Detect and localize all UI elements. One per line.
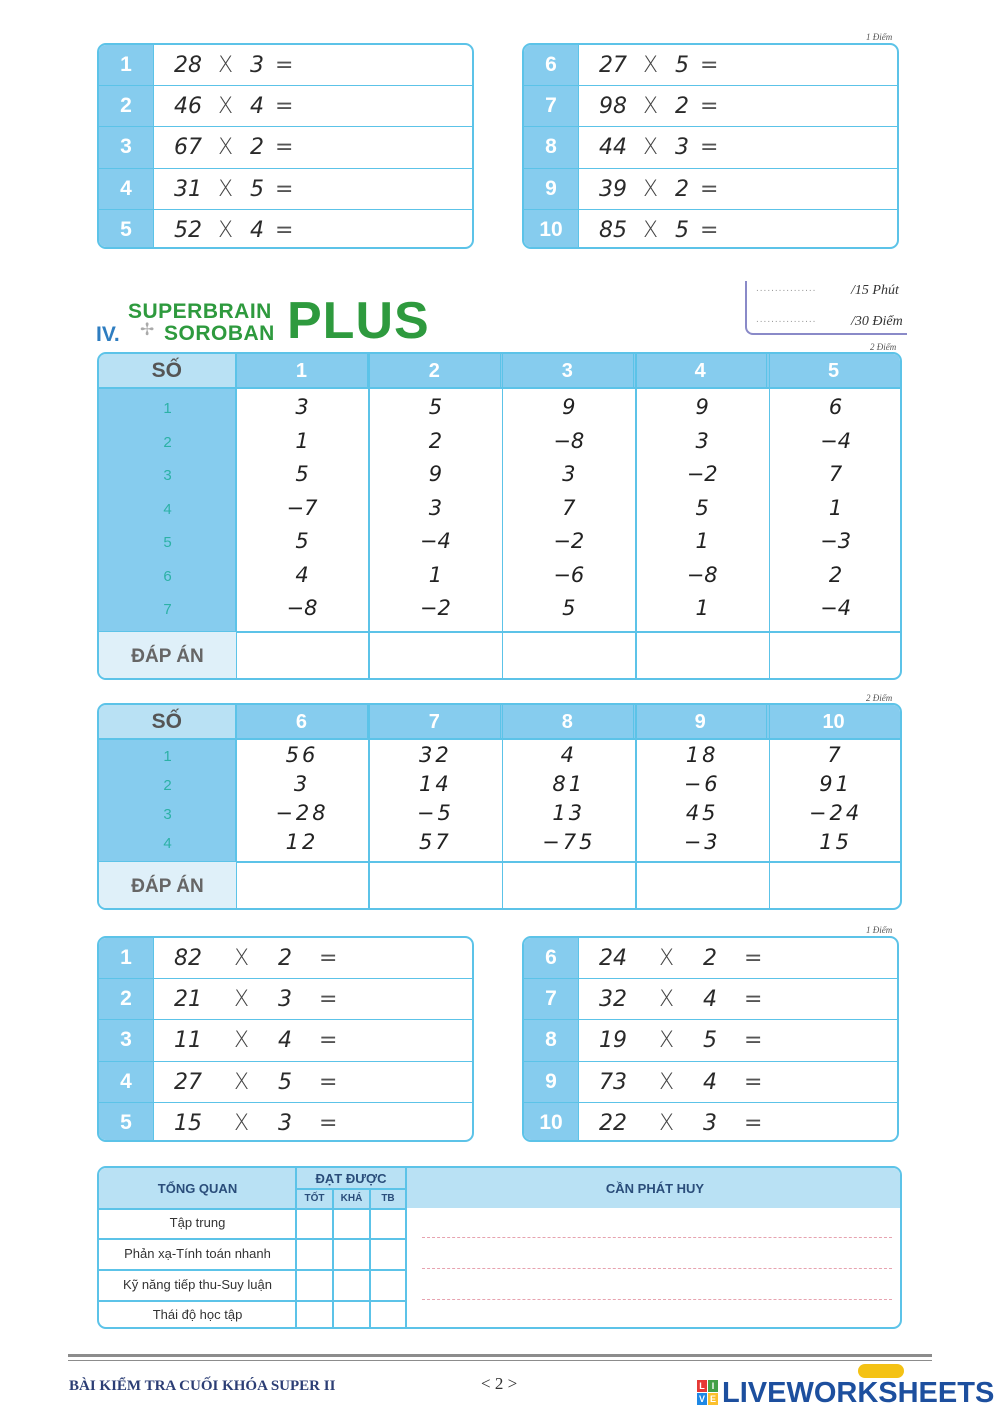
operand-b: 4 [250, 94, 264, 120]
points-note: 1 Điểm [866, 32, 893, 42]
problem-expression[interactable] [579, 210, 897, 249]
table-value: 3 [428, 495, 443, 520]
table-value: −2 [553, 529, 585, 553]
operand-a: 19 [599, 1028, 627, 1054]
operand-b: 4 [250, 217, 264, 243]
problem-number: 7 [524, 979, 579, 1019]
problem-expression[interactable] [579, 1103, 897, 1142]
table-value: 5 [295, 462, 309, 486]
operand-op: X [234, 946, 250, 971]
operand-eq: = [700, 94, 719, 120]
problem-number: 2 [99, 86, 154, 126]
answer-input-cell[interactable] [637, 863, 767, 910]
operand-a: 44 [599, 135, 627, 161]
problem-row [524, 45, 897, 86]
brand-plus: PLUS [287, 292, 430, 350]
problem-number: 1 [99, 938, 154, 978]
operand-eq: = [319, 1069, 338, 1095]
row-label: 1 [163, 748, 172, 765]
operand-op: X [643, 53, 659, 78]
table-value: 45 [685, 801, 719, 825]
operand-a: 31 [174, 176, 202, 202]
table-value: 18 [685, 743, 719, 767]
answer-input-cell[interactable] [637, 633, 767, 680]
plus-icon: ✢ [140, 320, 155, 339]
criterion-focus: Tập trung [169, 1215, 226, 1230]
logo-letter: I [708, 1380, 718, 1392]
problem-number: 8 [524, 127, 579, 167]
write-line [422, 1237, 892, 1238]
operand-op: X [218, 94, 234, 120]
operand-op: X [234, 1028, 250, 1054]
operand-eq: = [275, 53, 294, 78]
table-value: −28 [275, 801, 329, 825]
table-value: 3 [695, 428, 709, 453]
operand-eq: = [319, 987, 338, 1013]
problem-expression[interactable] [154, 1020, 472, 1060]
answer-input-cell[interactable] [771, 633, 901, 680]
table-value: −8 [686, 562, 718, 587]
problem-expression[interactable] [154, 45, 472, 85]
footer-rule [68, 1354, 932, 1357]
operand-b: 5 [675, 53, 689, 78]
problem-number: 4 [99, 1062, 154, 1102]
row-label: 6 [163, 567, 172, 585]
row-label: 4 [163, 835, 172, 852]
table-value: 9 [562, 395, 576, 419]
problem-expression[interactable] [579, 1020, 897, 1060]
table-value: 15 [819, 830, 852, 854]
operand-op: X [218, 176, 234, 202]
answer-input-cell[interactable] [237, 633, 367, 680]
row-label: 3 [163, 806, 172, 823]
operand-b: 5 [675, 217, 689, 243]
operand-a: 32 [599, 987, 627, 1013]
table-value: −3 [820, 529, 852, 553]
so-header: SỐ [99, 354, 236, 388]
operand-a: 52 [174, 217, 202, 243]
problem-number: 5 [99, 1103, 154, 1142]
problem-row [99, 169, 472, 210]
table-value: 7 [828, 462, 843, 486]
multiplication-box-right-2 [522, 936, 899, 1142]
table-value: 9 [695, 395, 709, 419]
points-note: 1 Điểm [866, 925, 893, 935]
table-value: 2 [428, 428, 443, 453]
operand-eq: = [744, 987, 763, 1013]
problem-row [99, 86, 472, 127]
operand-b: 4 [703, 987, 717, 1013]
operand-eq: = [744, 1110, 763, 1136]
answer-input-cell[interactable] [771, 863, 901, 910]
table-value: 5 [562, 596, 576, 620]
column-header: 5 [828, 359, 840, 382]
logo-letter: E [709, 1394, 716, 1404]
table-value: −4 [419, 529, 451, 553]
row-label: 7 [163, 601, 172, 618]
operand-op: X [234, 987, 250, 1013]
time-label: /15 Phút [851, 283, 899, 298]
criterion-reflex: Phản xạ-Tính toán nhanh [124, 1246, 271, 1261]
answer-label: ĐÁP ÁN [99, 632, 236, 680]
operand-b: 2 [703, 946, 717, 971]
operand-a: 67 [174, 135, 202, 161]
operand-op: X [234, 1069, 250, 1095]
operand-b: 4 [278, 1028, 292, 1054]
avg-header: TB [370, 1188, 406, 1208]
operand-eq: = [275, 94, 294, 120]
problem-row [524, 86, 897, 127]
operand-eq: = [319, 1110, 338, 1136]
page-number: < 2 > [481, 1374, 518, 1393]
problem-row [524, 127, 897, 168]
operand-op: X [643, 217, 659, 243]
problem-number: 6 [524, 45, 579, 85]
table-value: −6 [683, 772, 721, 796]
operand-op: X [659, 946, 675, 971]
row-label: 2 [163, 777, 172, 794]
footer-title: BÀI KIỂM TRA CUỐI KHÓA SUPER II [69, 1378, 336, 1394]
operand-a: 15 [174, 1110, 202, 1136]
problem-number: 4 [99, 169, 154, 209]
operand-b: 3 [278, 1110, 292, 1136]
operand-b: 3 [250, 53, 264, 78]
problem-number: 10 [524, 210, 579, 249]
operand-a: 24 [599, 946, 627, 971]
problem-row [99, 979, 472, 1020]
row-label: 4 [163, 500, 172, 518]
problem-row [99, 127, 472, 168]
problem-expression[interactable] [154, 938, 472, 978]
footer-rule [68, 1360, 932, 1361]
row-label: 5 [163, 534, 172, 551]
problem-row [99, 210, 472, 249]
operand-op: X [218, 217, 234, 243]
operand-op: X [659, 1028, 675, 1054]
operand-b: 3 [703, 1110, 717, 1136]
column-header: 6 [236, 705, 369, 739]
problem-number: 3 [99, 1020, 154, 1060]
column-header: 4 [634, 354, 767, 388]
operand-a: 27 [174, 1069, 202, 1095]
operand-b: 3 [278, 987, 292, 1013]
table-value: 5 [695, 495, 709, 520]
operand-eq: = [744, 946, 763, 971]
problem-expression[interactable] [154, 979, 472, 1019]
operand-a: 22 [599, 1110, 627, 1136]
improve-header: CẦN PHÁT HUY [406, 1168, 902, 1208]
problem-number: 2 [99, 979, 154, 1019]
table-value: −4 [820, 596, 852, 620]
operand-op: X [659, 1110, 675, 1136]
operand-eq: = [744, 1028, 763, 1054]
criterion-reasoning: Kỹ năng tiếp thu-Suy luận [123, 1277, 272, 1292]
operand-eq: = [700, 217, 719, 243]
problem-expression[interactable] [154, 1103, 472, 1142]
problem-expression[interactable] [154, 127, 472, 167]
problem-expression[interactable] [154, 169, 472, 209]
operand-a: 98 [599, 94, 627, 120]
points-note: 2 Điểm [870, 342, 897, 352]
problem-expression[interactable] [579, 1062, 897, 1102]
watermark-text: LIVEWORKSHEETS [722, 1377, 995, 1409]
table-value: 9 [428, 462, 443, 486]
problem-row [99, 45, 472, 86]
operand-op: X [643, 135, 659, 161]
table-value: 7 [562, 495, 576, 520]
table-value: 3 [562, 462, 576, 486]
abacus-table-1 [97, 352, 902, 680]
operand-b: 2 [675, 94, 689, 120]
score-dots: ................ [756, 314, 817, 325]
table-value: −5 [416, 801, 454, 825]
problem-expression[interactable] [154, 86, 472, 126]
table-value: −4 [820, 428, 852, 453]
operand-b: 5 [250, 176, 264, 202]
operand-op: X [218, 135, 234, 161]
column-header: 7 [368, 705, 501, 739]
operand-op: X [643, 176, 659, 202]
multiplication-box-left [97, 43, 474, 249]
good-header: TỐT [296, 1188, 333, 1208]
problem-number: 10 [524, 1103, 579, 1142]
problem-number: 5 [99, 210, 154, 249]
table-value: −8 [286, 596, 318, 620]
problem-row [524, 169, 897, 210]
column-header: 8 [501, 705, 634, 739]
operand-a: 46 [174, 94, 202, 120]
table-value: 1 [828, 495, 843, 520]
problem-row [524, 938, 897, 979]
problem-row [524, 210, 897, 249]
operand-eq: = [319, 946, 338, 971]
table-value: 57 [419, 830, 452, 854]
operand-eq: = [275, 176, 294, 202]
table-value: 3 [293, 772, 311, 796]
problem-number: 1 [99, 45, 154, 85]
problem-number: 3 [99, 127, 154, 167]
operand-op: X [643, 94, 659, 120]
answer-input-cell[interactable] [504, 863, 634, 910]
operand-b: 2 [278, 946, 292, 971]
problem-expression[interactable] [154, 210, 472, 249]
operand-a: 82 [174, 946, 202, 971]
table-header [99, 354, 900, 388]
problem-row [524, 1103, 897, 1142]
answer-label: ĐÁP ÁN [99, 862, 236, 910]
operand-b: 5 [703, 1028, 717, 1054]
liveworksheets-logo-icon [697, 1380, 719, 1406]
operand-b: 2 [675, 176, 689, 202]
operand-b: 3 [675, 135, 689, 161]
table-value: 81 [552, 772, 586, 796]
problem-number: 6 [524, 938, 579, 978]
table-value: 5 [428, 395, 443, 419]
operand-eq: = [319, 1028, 338, 1054]
score-label: /30 Điểm [851, 314, 903, 329]
answer-input-cell[interactable] [370, 633, 500, 680]
table-header [99, 705, 900, 739]
table-value: 91 [819, 772, 852, 796]
problem-row [99, 1020, 472, 1061]
problem-expression[interactable] [579, 979, 897, 1019]
time-dots: ................ [756, 283, 817, 294]
operand-eq: = [275, 135, 294, 161]
brand-soroban: SOROBAN [164, 322, 275, 345]
abacus-table-2 [97, 703, 902, 910]
logo-letter: V [698, 1394, 705, 1404]
problem-row [524, 979, 897, 1020]
answer-input-cell[interactable] [370, 863, 500, 910]
table-value: 3 [295, 395, 309, 419]
table-value: 1 [695, 529, 709, 553]
table-value: 4 [560, 743, 577, 767]
table-value: 1 [695, 596, 709, 620]
operand-eq: = [700, 53, 719, 78]
overview-header: TỔNG QUAN [99, 1168, 296, 1208]
table-value: 4 [295, 562, 309, 587]
column-header: 9 [634, 705, 767, 739]
problem-number: 8 [524, 1020, 579, 1060]
column-header: 3 [501, 354, 634, 388]
table-value: −75 [542, 830, 596, 854]
operand-eq: = [744, 1069, 763, 1095]
table-value: −7 [286, 495, 318, 520]
table-value: 13 [552, 801, 586, 825]
section-number: IV. [96, 323, 120, 346]
column-header: 10 [822, 710, 845, 733]
summary-table [97, 1166, 902, 1329]
operand-b: 2 [250, 135, 264, 161]
table-value: −3 [683, 830, 721, 854]
answer-input-cell[interactable] [504, 633, 634, 680]
answer-input-cell[interactable] [237, 863, 367, 910]
operand-a: 28 [174, 53, 202, 78]
column-header: 1 [236, 354, 369, 388]
operand-a: 11 [174, 1028, 202, 1054]
table-value: 2 [828, 562, 843, 587]
problem-expression[interactable] [579, 169, 897, 209]
table-value: −6 [553, 562, 585, 587]
problem-number: 7 [524, 86, 579, 126]
table-value: 5 [295, 529, 309, 553]
table-value: 12 [285, 830, 319, 854]
problem-row [524, 1062, 897, 1103]
operand-b: 5 [278, 1069, 292, 1095]
so-header: SỐ [99, 705, 236, 739]
logo-letter: L [697, 1380, 707, 1392]
points-note: 2 Điểm [866, 693, 893, 703]
problem-expression[interactable] [579, 127, 897, 167]
row-label: 2 [163, 433, 172, 451]
problem-row [99, 1062, 472, 1103]
table-value: 1 [428, 562, 443, 587]
table-value: 1 [295, 428, 309, 453]
table-value: 6 [828, 395, 843, 419]
operand-a: 39 [599, 176, 627, 202]
brand-logo-icon [858, 1364, 904, 1378]
row-label: 1 [163, 400, 172, 417]
problem-number: 9 [524, 1062, 579, 1102]
operand-eq: = [700, 135, 719, 161]
column-header: 2 [368, 354, 501, 388]
write-line [422, 1299, 892, 1300]
table-value: 32 [419, 743, 452, 767]
operand-op: X [659, 1069, 675, 1095]
table-value: −8 [553, 428, 585, 453]
table-value: 14 [419, 772, 452, 796]
row-label: 3 [163, 467, 172, 484]
problem-expression[interactable] [579, 938, 897, 978]
table-value: −24 [808, 801, 863, 825]
operand-a: 85 [599, 217, 627, 243]
table-value: −2 [686, 462, 718, 486]
write-line [422, 1268, 892, 1269]
table-value: 56 [285, 743, 319, 767]
fair-header: KHÁ [333, 1188, 370, 1208]
brand-superbrain: SUPERBRAIN [128, 300, 272, 323]
problem-expression[interactable] [154, 1062, 472, 1102]
operand-op: X [218, 53, 234, 78]
operand-eq: = [700, 176, 719, 202]
achieved-header: ĐẠT ĐƯỢC [296, 1168, 406, 1188]
problem-row [99, 1103, 472, 1142]
multiplication-box-right [522, 43, 899, 249]
table-value: 7 [827, 743, 844, 767]
operand-a: 27 [599, 53, 627, 78]
problem-expression[interactable] [579, 86, 897, 126]
problem-row [99, 938, 472, 979]
table-value: −2 [419, 596, 451, 620]
operand-a: 21 [174, 987, 202, 1013]
operand-a: 73 [599, 1069, 627, 1095]
operand-op: X [234, 1110, 250, 1136]
criterion-attitude: Thái độ học tập [152, 1307, 243, 1322]
problem-number: 9 [524, 169, 579, 209]
multiplication-box-left-2 [97, 936, 474, 1142]
problem-row [524, 1020, 897, 1061]
problem-expression[interactable] [579, 45, 897, 85]
operand-op: X [659, 987, 675, 1013]
operand-b: 4 [703, 1069, 717, 1095]
operand-eq: = [275, 217, 294, 243]
